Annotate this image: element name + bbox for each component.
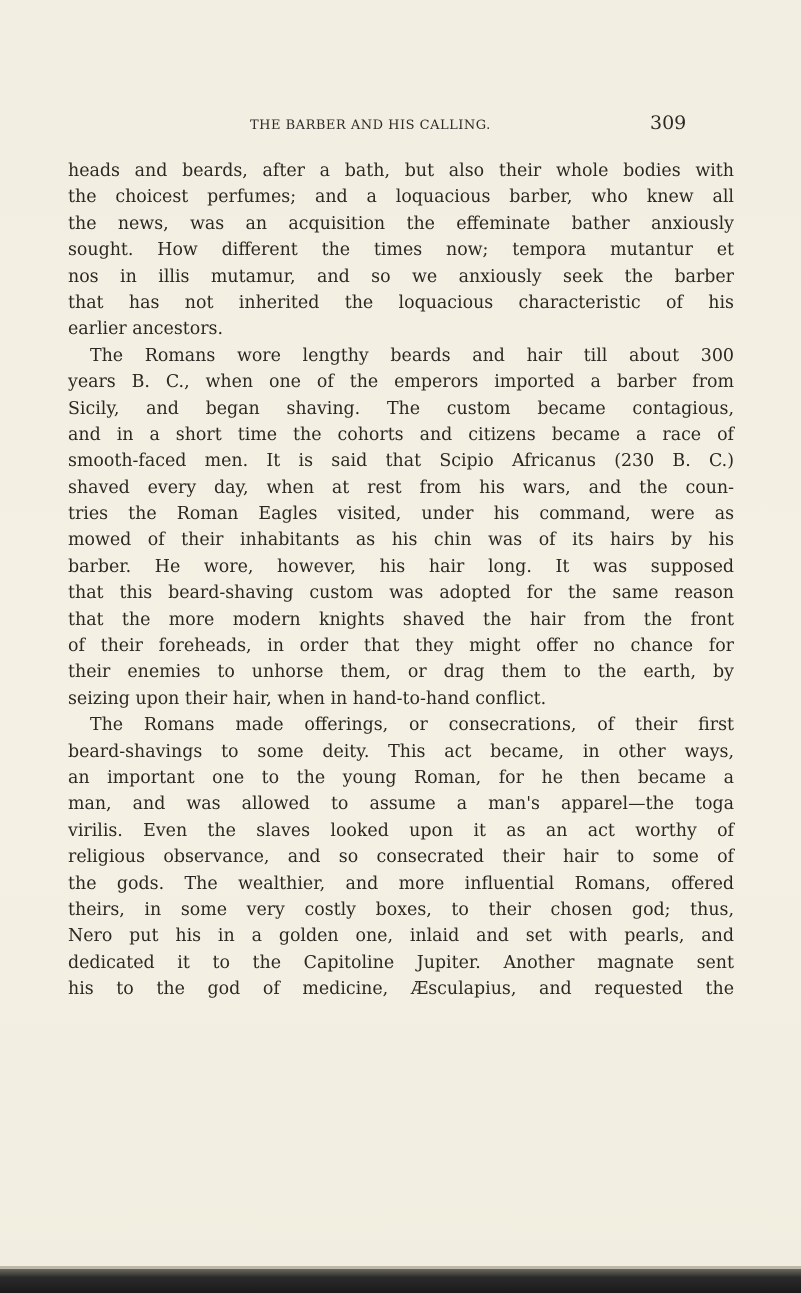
text-line: that this beard-shaving custom was adopted for the same reason: [68, 583, 734, 604]
text-line: that the more modern knights shaved the hair from the front: [68, 609, 734, 630]
text-line: barber. He wore, however, his hair long. It was supposed: [68, 556, 734, 577]
text-line: mowed of their inhabitants as his chin was of its hairs by his: [68, 530, 734, 551]
text-line: the gods. The wealthier, and more influential Romans, offered: [68, 873, 734, 894]
text-line: that has not inherited the loquacious characteristic of his: [68, 292, 734, 313]
paragraph-start-line: The Romans wore lengthy beards and hair till about 300: [90, 345, 734, 366]
text-line: dedicated it to the Capitoline Jupiter. Another magnate sent: [68, 952, 734, 973]
text-line: nos in illis mutamur, and so we anxiously seek the barber: [68, 266, 734, 287]
text-line: shaved every day, when at rest from his wars, and the coun-: [68, 477, 734, 498]
text-line: an important one to the young Roman, for he then became a: [68, 767, 734, 788]
text-line: of their foreheads, in order that they might offer no chance for: [68, 636, 734, 657]
text-line: heads and beards, after a bath, but also their whole bodies with: [68, 161, 734, 181]
body-text: [68, 158, 734, 1003]
text-line: tries the Roman Eagles visited, under his command, were as: [68, 504, 734, 525]
text-line: and in a short time the cohorts and citizens became a race of: [68, 424, 734, 445]
text-line: the choicest perfumes; and a loquacious barber, who knew all: [68, 187, 734, 208]
text-line: man, and was allowed to assume a man's apparel—the toga: [68, 794, 734, 815]
running-title: THE BARBER AND HIS CALLING.: [250, 118, 491, 133]
text-line: beard-shavings to some deity. This act became, in other ways,: [68, 741, 734, 762]
text-line: sought. How different the times now; tempora mutantur et: [68, 240, 734, 261]
scan-bottom-edge: [0, 1269, 801, 1293]
text-line: seizing upon their hair, when in hand-to-hand conflict.: [68, 688, 547, 709]
text-line: his to the god of medicine, Æsculapius, and requested the: [68, 979, 734, 1000]
text-line: theirs, in some very costly boxes, to their chosen god; thus,: [68, 899, 734, 920]
text-line: Nero put his in a golden one, inlaid and set with pearls, and: [68, 926, 734, 947]
text-line: religious observance, and so consecrated their hair to some of: [68, 847, 734, 868]
paragraph-start-line: The Romans made offerings, or consecrations, of their first: [90, 715, 734, 736]
running-head: [0, 112, 801, 140]
text-line: their enemies to unhorse them, or drag them to the earth, by: [68, 662, 734, 683]
text-line: virilis. Even the slaves looked upon it as an act worthy of: [68, 820, 734, 841]
page-number: 309: [650, 112, 687, 134]
text-line: Sicily, and began shaving. The custom became contagious,: [68, 398, 734, 419]
text-line: the news, was an acquisition the effeminate bather anxiously: [68, 213, 734, 234]
text-line: smooth-faced men. It is said that Scipio Africanus (230 B. C.): [68, 451, 734, 472]
text-line: earlier ancestors.: [68, 319, 223, 340]
text-line: years B. C., when one of the emperors imported a barber from: [68, 372, 734, 393]
